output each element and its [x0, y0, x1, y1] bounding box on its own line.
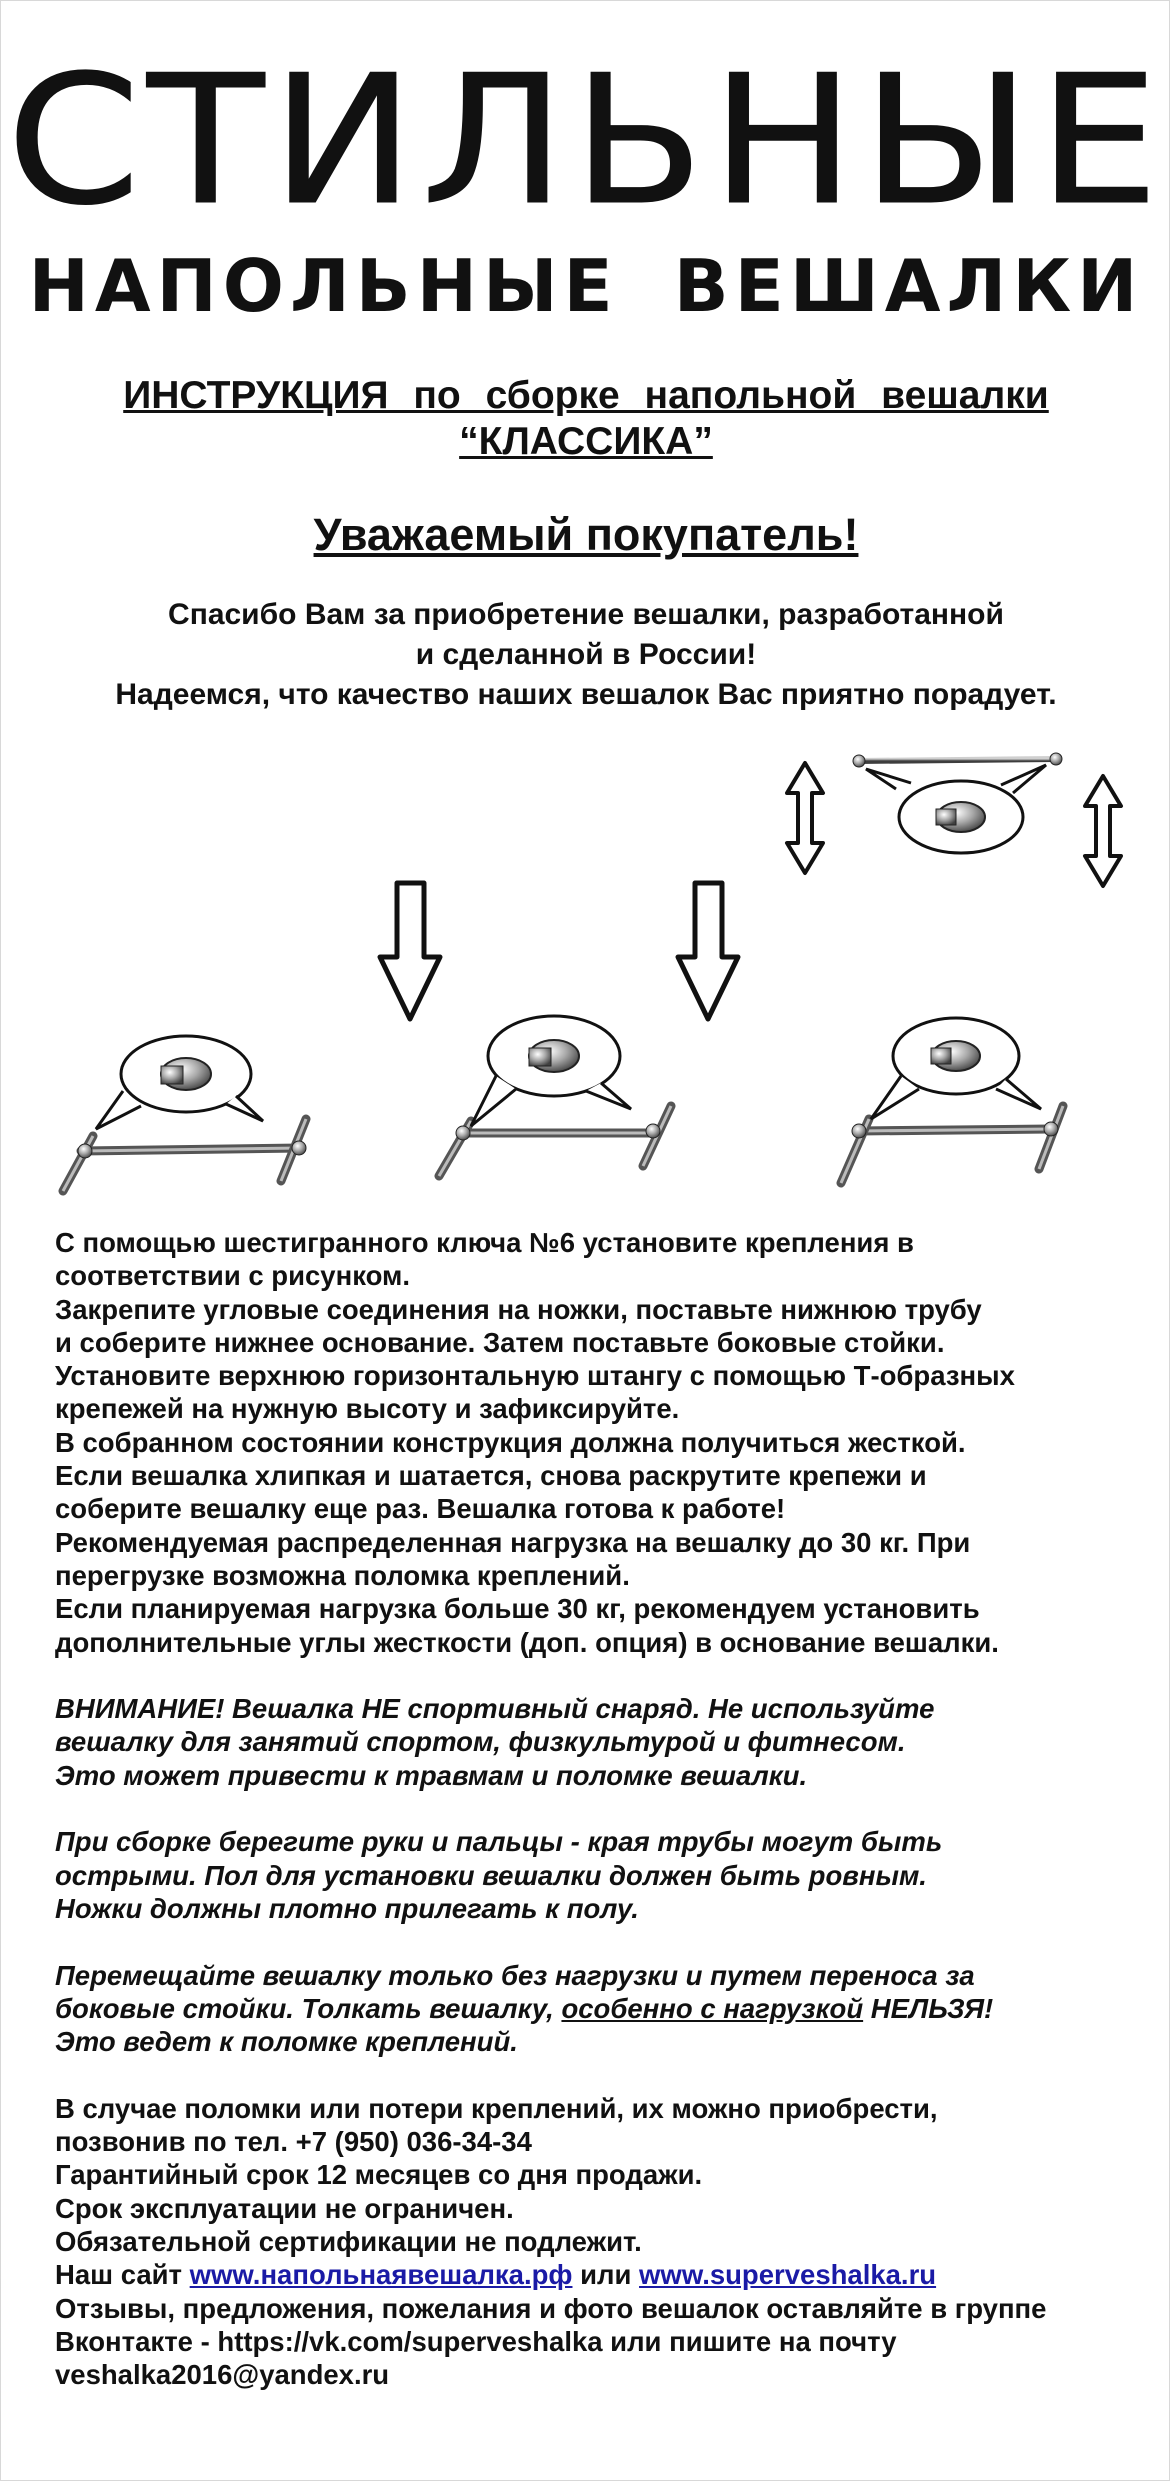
website-link-rf[interactable]: www.напольнаявешалка.рф	[189, 2259, 573, 2291]
thanks-line3: Надеемся, что качество наших вешалок Вас приятно порадует.	[115, 678, 1057, 711]
certification-line: Обязательной сертификации не подлежит.	[55, 2225, 642, 2257]
move-line2-pre: боковые стойки. Толкать вешалку,	[55, 1992, 562, 2024]
step3-bottom-connector-callout	[871, 1018, 1041, 1119]
feedback-line2: Вконтакте - https://vk.com/superveshalka или пишите на почту	[55, 2325, 897, 2357]
instruction-title	[1, 373, 1170, 465]
step3-updown-arrow-left	[787, 763, 823, 873]
instruction-line: В собранном состоянии конструкция должна получиться жесткой.	[55, 1426, 966, 1458]
move-line2-post: НЕЛЬЗЯ!	[863, 1992, 994, 2024]
move-emphasis: особенно с нагрузкой	[561, 1992, 864, 2024]
service-life-line: Срок эксплуатации не ограничен.	[55, 2192, 514, 2224]
instruction-line: крепежей на нужную высоту и зафиксируйте.	[55, 1393, 680, 1425]
instruction-line: С помощью шестигранного ключа №6 установите крепления в	[55, 1227, 914, 1258]
step1-base-frame	[63, 1119, 306, 1191]
website-link-ru[interactable]: www.superveshalka.ru	[639, 2259, 937, 2291]
brand-word-floor-racks: НАПОЛЬНЫЕ ВЕШАЛКИ	[28, 244, 1144, 328]
step1-connector-callout	[96, 1036, 263, 1129]
contacts-phone-line: позвонив по тел. +7 (950) 036-34-34	[55, 2126, 532, 2158]
brand-word-stylish: СТИЛЬНЫЕ	[6, 37, 1166, 244]
feedback-line1: Отзывы, предложения, пожелания и фото вешалок оставляйте в группе	[55, 2292, 1047, 2324]
instructions-body	[55, 1226, 1145, 2391]
instruction-title-line2: “КЛАССИКА”	[459, 420, 713, 463]
instruction-line: соберите вешалку еще раз. Вешалка готова к работе!	[55, 1493, 786, 1525]
instruction-line: перегрузке возможна поломка креплений.	[55, 1559, 630, 1591]
warning-line: Это может привести к травмам и поломке вешалки.	[55, 1759, 808, 1791]
website-or: или	[572, 2259, 640, 2291]
website-line	[55, 2258, 1145, 2291]
instruction-title-line1: ИНСТРУКЦИЯ по сборке напольной вешалки	[123, 374, 1049, 417]
care-line: острыми. Пол для установки вешалки должен быть ровным.	[55, 1859, 927, 1891]
instruction-line: соответствии с рисунком.	[55, 1260, 411, 1292]
step3-top-connector-callout	[866, 765, 1046, 853]
step2-down-arrow-right	[678, 883, 738, 1019]
care-line: При сборке берегите руки и пальцы - края трубы могут быть	[55, 1826, 943, 1858]
instruction-line: Закрепите угловые соединения на ножки, поставьте нижнюю трубу	[55, 1293, 982, 1325]
warning-line: ВНИМАНИЕ! Вешалка НЕ спортивный снаряд. Не используйте	[55, 1693, 935, 1725]
instruction-line: Если планируемая нагрузка больше 30 кг, рекомендуем установить	[55, 1593, 980, 1625]
step3-updown-arrow-right	[1085, 776, 1121, 886]
warning-line: вешалку для занятий спортом, физкультурой и фитнесом.	[55, 1726, 906, 1758]
greeting-heading: Уважаемый покупатель!	[313, 509, 859, 560]
move-line3: Это ведет к поломке креплений.	[55, 2026, 518, 2058]
care-line: Ножки должны плотно прилегать к полу.	[55, 1892, 639, 1924]
step2-connector-callout	[471, 1016, 631, 1126]
instruction-line: Установите верхнюю горизонтальную штангу с помощью Т-образных	[55, 1360, 1015, 1392]
move-line1: Перемещайте вешалку только без нагрузки и путем переноса за	[55, 1959, 975, 1991]
instruction-line: Если вешалка хлипкая и шатается, снова раскрутите крепежи и	[55, 1460, 927, 1492]
assembly-illustration	[1, 721, 1170, 1211]
warranty-line: Гарантийный срок 12 месяцев со дня продажи.	[55, 2159, 703, 2191]
email-line: veshalka2016@yandex.ru	[55, 2359, 390, 2391]
instruction-line: дополнительные углы жесткости (доп. опция) в основание вешалки.	[55, 1626, 999, 1658]
thanks-line2: и сделанной в России!	[415, 638, 757, 671]
step2-frame	[439, 731, 671, 1176]
thanks-line1: Спасибо Вам за приобретение вешалки, разработанной	[168, 598, 1004, 631]
move-line2	[55, 1992, 1145, 2025]
thanks-paragraph	[1, 595, 1170, 715]
instruction-line: Рекомендуемая распределенная нагрузка на вешалку до 30 кг. При	[55, 1526, 971, 1558]
step2-down-arrow-left	[380, 883, 440, 1019]
contacts-line1: В случае поломки или потери креплений, их можно приобрести,	[55, 2092, 938, 2124]
instruction-line: и соберите нижнее основание. Затем поставьте боковые стойки.	[55, 1326, 945, 1358]
website-prefix: Наш сайт	[55, 2259, 190, 2291]
